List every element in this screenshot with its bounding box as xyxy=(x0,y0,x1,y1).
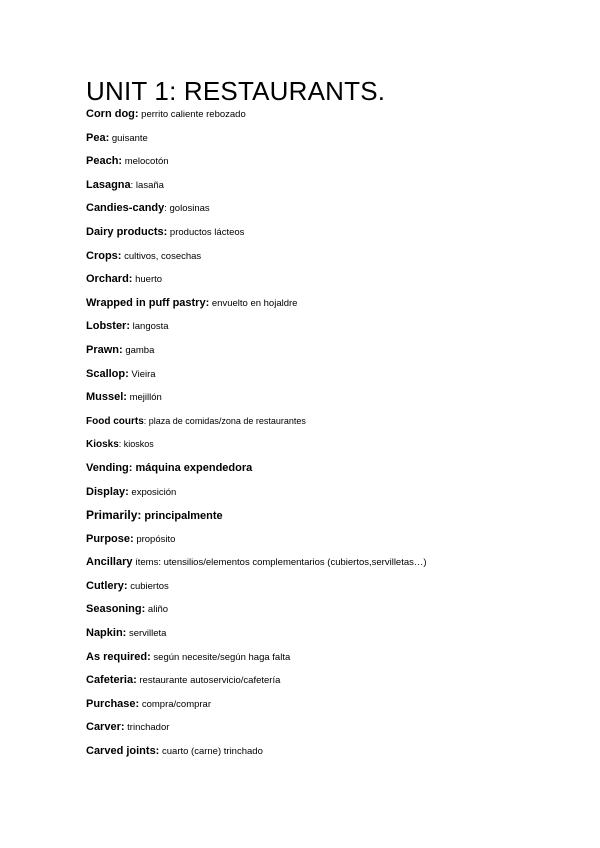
vocab-term: Carver: xyxy=(86,721,125,734)
vocab-entry xyxy=(86,127,596,151)
vocab-definition: perrito caliente rebozado xyxy=(138,109,246,120)
vocab-definition: langosta xyxy=(130,321,169,333)
vocab-definition: trinchador xyxy=(124,722,170,734)
vocab-definition: aliño xyxy=(145,604,169,616)
vocab-term: Food courts xyxy=(86,415,144,427)
vocab-term: Vending: xyxy=(86,461,133,474)
vocab-definition: restaurante autoservicio/cafetería xyxy=(136,675,281,687)
vocab-entry xyxy=(86,481,596,505)
vocab-entry xyxy=(86,174,596,198)
vocab-entry xyxy=(86,103,596,127)
vocab-definition: gamba xyxy=(122,344,155,356)
vocab-entry xyxy=(86,669,596,693)
vocab-entry xyxy=(86,504,596,528)
vocab-term: Mussel: xyxy=(86,391,127,404)
vocab-definition: propósito xyxy=(133,533,176,545)
vocab-definition: cultivos, cosechas xyxy=(121,250,202,262)
vocab-entry xyxy=(86,598,596,622)
vocab-term: Kiosks xyxy=(86,439,119,451)
vocab-entry xyxy=(86,292,596,316)
vocab-entry xyxy=(86,716,596,740)
vocab-definition: principalmente xyxy=(141,510,223,523)
vocab-definition: servilleta xyxy=(126,628,167,640)
vocab-entry xyxy=(86,363,596,387)
vocab-entry xyxy=(86,457,596,481)
vocab-entry xyxy=(86,268,596,292)
vocab-entry xyxy=(86,339,596,363)
vocab-term: Cafeteria: xyxy=(86,674,137,687)
vocab-definition: cuarto (carne) trinchado xyxy=(159,746,263,758)
vocab-term: Cutlery: xyxy=(86,579,128,592)
vocab-definition: : lasaña xyxy=(130,179,164,191)
vocab-definition: según necesite/según haga falta xyxy=(150,651,291,663)
vocab-term: As required: xyxy=(86,650,151,663)
vocab-definition: : plaza de comidas/zona de restaurantes xyxy=(143,415,306,426)
vocab-term: Lasagna xyxy=(86,178,131,191)
vocab-term: Peach: xyxy=(86,155,123,168)
vocab-definition: cubiertos xyxy=(127,580,169,592)
vocab-definition: productos lácteos xyxy=(167,226,245,238)
vocab-term: Orchard: xyxy=(86,273,133,286)
vocab-entry xyxy=(86,646,596,670)
vocab-definition: : golosinas xyxy=(164,203,210,215)
vocab-definition: huerto xyxy=(132,274,163,286)
vocab-entry xyxy=(86,528,596,552)
vocab-term: Crops: xyxy=(86,249,122,262)
vocab-term: Lobster: xyxy=(86,320,130,333)
vocab-entry xyxy=(86,740,596,764)
vocab-entry xyxy=(86,622,596,646)
vocab-entry xyxy=(86,245,596,269)
vocab-term: Purpose: xyxy=(86,532,134,545)
vocab-term: Candies-candy xyxy=(86,202,165,215)
vocab-definition: exposición xyxy=(128,486,177,498)
vocab-definition: : kioskos xyxy=(118,439,154,450)
vocab-term: Purchase: xyxy=(86,697,140,710)
vocab-entry xyxy=(86,433,596,457)
vocab-entry xyxy=(86,410,596,434)
vocab-entry xyxy=(86,150,596,174)
vocab-entry xyxy=(86,386,596,410)
vocab-term: Seasoning: xyxy=(86,603,146,616)
vocab-term: Ancillary xyxy=(86,556,133,569)
vocab-entry xyxy=(86,575,596,599)
page-title: UNIT 1: RESTAURANTS. xyxy=(86,76,386,106)
vocab-term: Corn dog: xyxy=(86,108,139,120)
vocab-definition: Vieira xyxy=(128,368,156,380)
vocab-term: Dairy products: xyxy=(86,225,168,238)
vocab-term: Carved joints: xyxy=(86,745,160,758)
vocab-term: Display: xyxy=(86,485,129,498)
vocab-definition: compra/comprar xyxy=(139,698,212,710)
vocab-term: Napkin: xyxy=(86,627,127,640)
vocab-term: Scallop: xyxy=(86,367,129,380)
vocab-term: Pea: xyxy=(86,131,110,144)
vocab-term: Prawn: xyxy=(86,343,123,356)
vocab-term: Primarily: xyxy=(86,508,142,523)
vocab-entry xyxy=(86,197,596,221)
vocabulary-list xyxy=(86,103,596,764)
vocab-definition: máquina expendedora xyxy=(132,461,253,474)
vocab-definition: ítems: utensilios/elementos complementarios (cubiertos,servilletas…) xyxy=(132,557,427,569)
vocab-definition: mejillón xyxy=(126,392,162,404)
vocab-definition: guisante xyxy=(109,132,148,144)
vocab-entry xyxy=(86,315,596,339)
vocab-definition: envuelto en hojaldre xyxy=(209,297,298,309)
vocab-entry xyxy=(86,693,596,717)
vocab-definition: melocotón xyxy=(122,156,169,168)
vocab-entry xyxy=(86,551,596,575)
vocab-entry xyxy=(86,221,596,245)
vocab-term: Wrapped in puff pastry: xyxy=(86,296,210,309)
